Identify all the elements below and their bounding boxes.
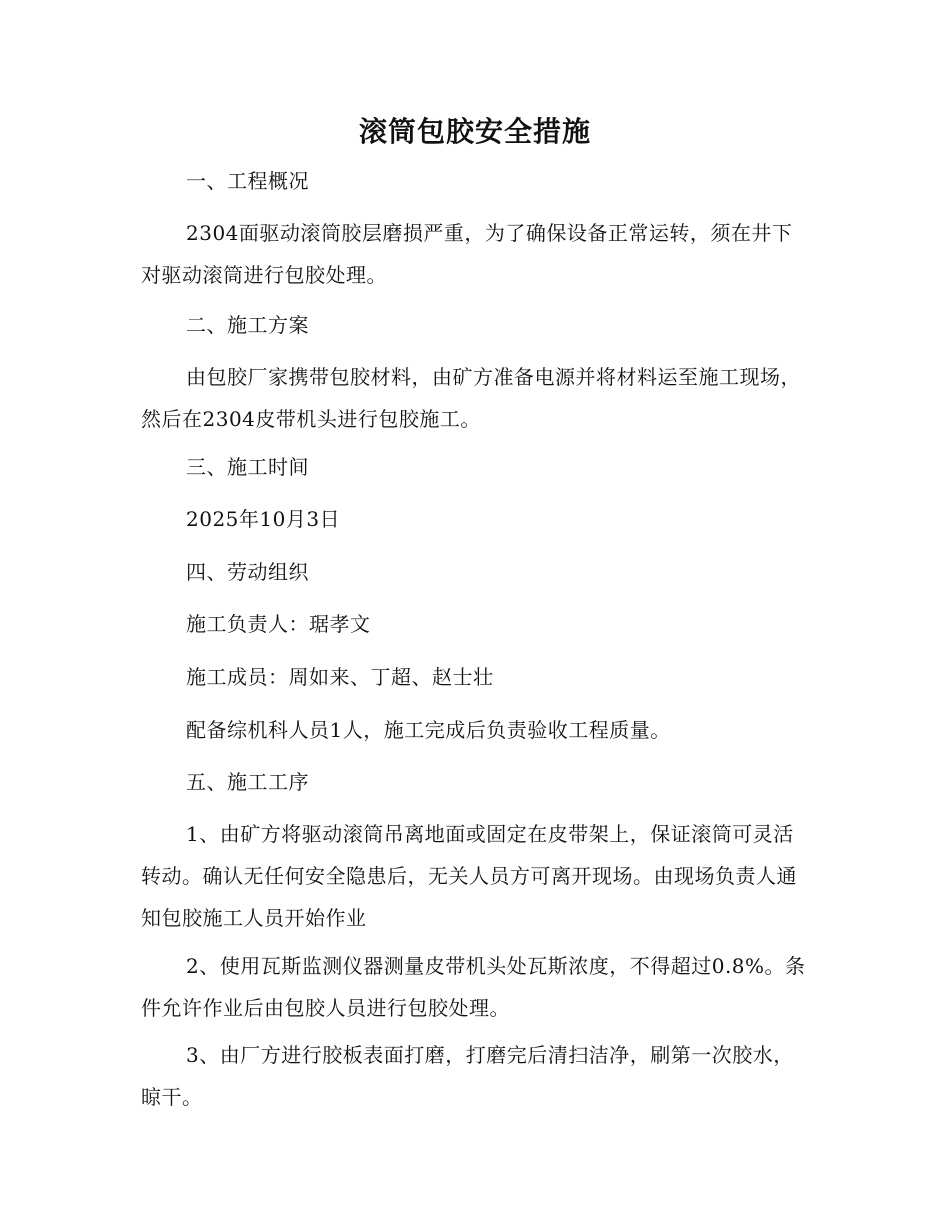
paragraph-members: 施工成员：周如来、丁超、赵士壮 xyxy=(186,665,494,689)
procedure-step-3: 3、由厂方进行胶板表面打磨，打磨完后清扫洁净，刷第一次胶水，晾干。 xyxy=(141,1043,794,1109)
procedure-step-2: 2、使用瓦斯监测仪器测量皮带机头处瓦斯浓度，不得超过0.8%。条件允许作业后由包胶人员进行包胶处理。 xyxy=(141,954,806,1020)
section-heading-labor: 四、劳动组织 xyxy=(186,560,309,584)
section-heading-overview: 一、工程概况 xyxy=(186,169,309,193)
procedure-step-1: 1、由矿方将驱动滚筒吊离地面或固定在皮带架上，保证滚筒可灵活转动。确认无任何安全隐患后，无关人员方可离开现场。由现场负责人通知包胶施工人员开始作业 xyxy=(141,822,797,930)
section-heading-plan: 二、施工方案 xyxy=(186,313,309,337)
paragraph-overview: 2304面驱动滚筒胶层磨损严重，为了确保设备正常运转，须在井下对驱动滚筒进行包胶处理。 xyxy=(141,221,793,287)
paragraph-plan: 由包胶厂家携带包胶材料，由矿方准备电源并将材料运至施工现场，然后在2304皮带机头进行包胶施工。 xyxy=(141,365,801,431)
paragraph-date: 2025年10月3日 xyxy=(186,507,341,531)
paragraph-lead: 施工负责人：琚孝文 xyxy=(186,612,371,636)
paragraph-inspection: 配备综机科人员1人，施工完成后负责验收工程质量。 xyxy=(186,718,671,742)
section-heading-procedure: 五、施工工序 xyxy=(186,770,309,794)
section-heading-time: 三、施工时间 xyxy=(186,455,309,479)
document-title: 滚筒包胶安全措施 xyxy=(358,115,591,148)
